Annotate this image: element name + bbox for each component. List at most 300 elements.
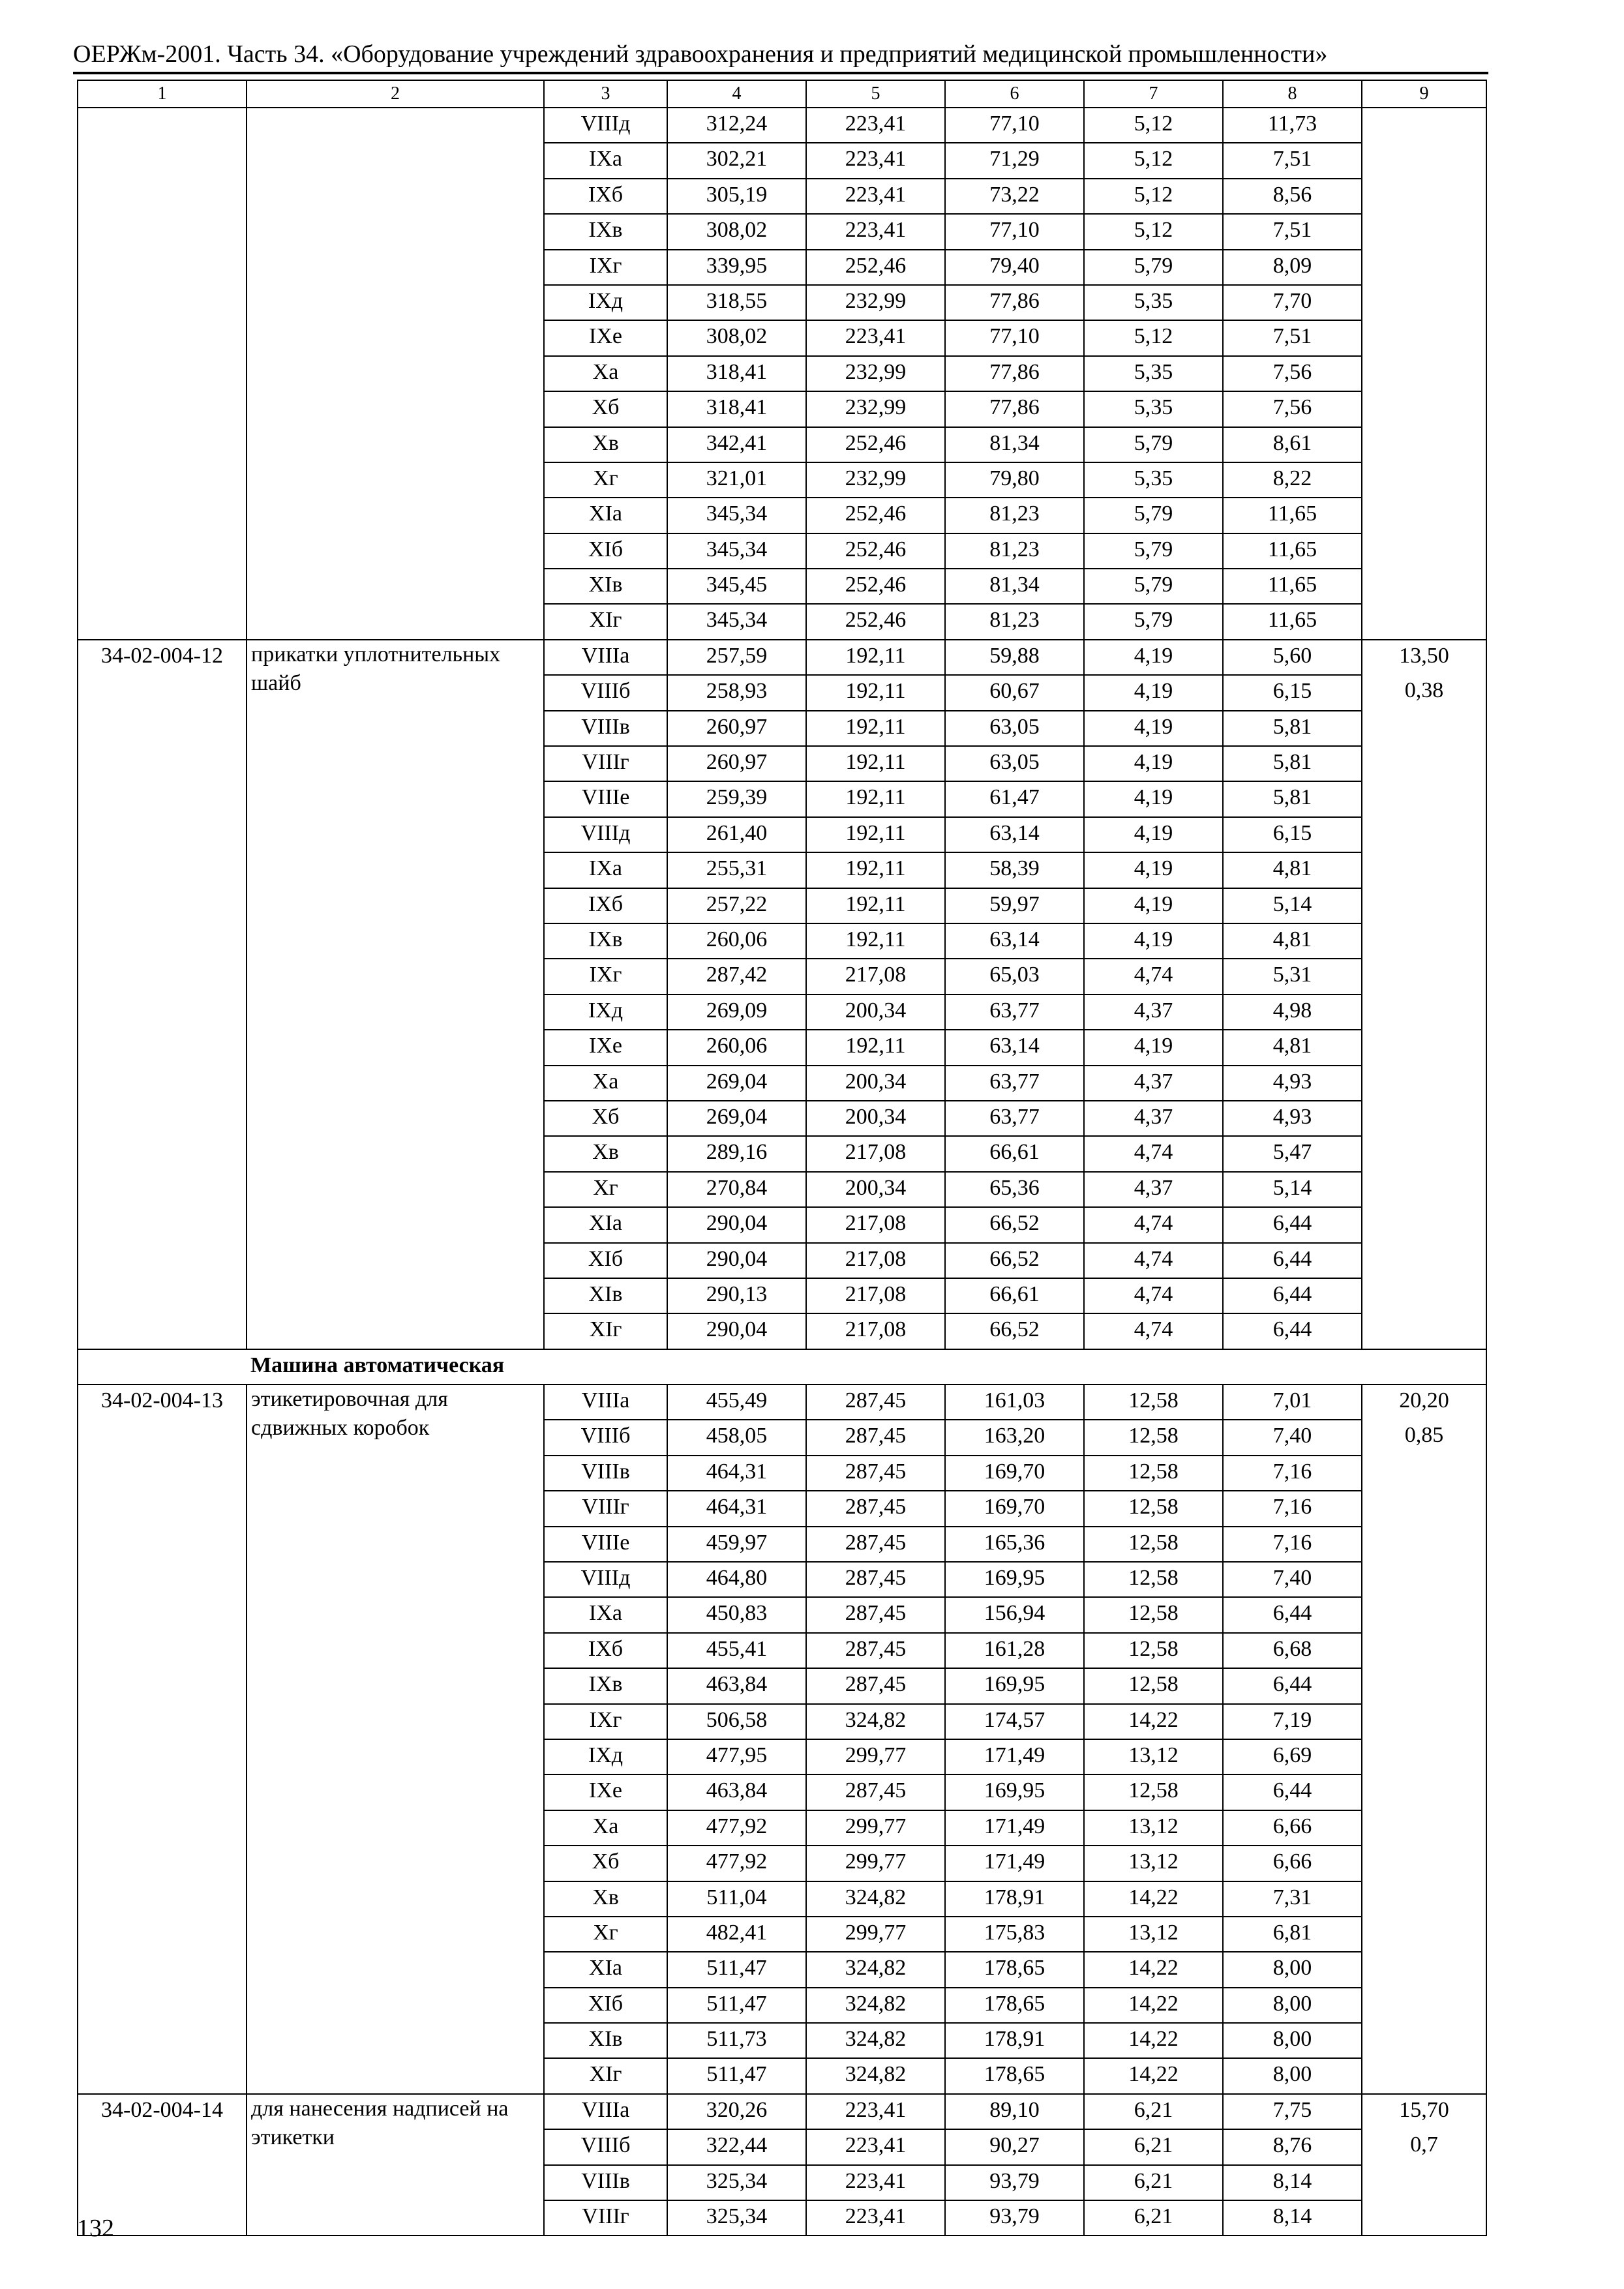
value-cell: 192,11 [806,888,945,923]
value-cell: 299,77 [806,1739,945,1774]
value-cell: 458,05 [667,1420,806,1455]
value-cell: 12,58 [1084,1633,1223,1668]
column-number: 1 [78,80,247,108]
value-cell: 345,34 [667,498,806,533]
value-cell: 169,70 [945,1456,1084,1491]
column-number: 5 [806,80,945,108]
value-cell: 4,93 [1223,1066,1362,1101]
value-cell: 178,65 [945,1988,1084,2023]
value-cell: 14,22 [1084,1881,1223,1917]
zone-cell: XIв [544,569,667,604]
value-cell: 13,12 [1084,1810,1223,1846]
value-cell: 8,56 [1223,179,1362,214]
value-cell: 345,45 [667,569,806,604]
value-cell: 324,82 [806,1704,945,1739]
value-cell: 287,45 [806,1668,945,1703]
value-cell: 8,00 [1223,1952,1362,1987]
zone-cell: IXг [544,959,667,994]
column-number: 9 [1362,80,1486,108]
zone-cell: IXе [544,1774,667,1810]
zone-cell: XIб [544,533,667,569]
value-cell: 287,42 [667,959,806,994]
value-cell: 192,11 [806,640,945,675]
extra-cell [1362,569,1486,604]
extra-cell [1362,214,1486,249]
zone-cell: VIIIе [544,781,667,816]
value-cell: 6,21 [1084,2165,1223,2200]
value-cell: 5,12 [1084,214,1223,249]
value-cell: 169,95 [945,1774,1084,1810]
extra-cell [1362,1172,1486,1207]
value-cell: 14,22 [1084,2058,1223,2093]
value-cell: 269,04 [667,1101,806,1136]
value-cell: 223,41 [806,2094,945,2129]
value-cell: 257,59 [667,640,806,675]
value-cell: 12,58 [1084,1456,1223,1491]
value-cell: 287,45 [806,1597,945,1632]
extra-cell [1362,1952,1486,1987]
extra-cell: 0,85 [1362,1420,1486,1455]
extra-cell [1362,1101,1486,1136]
value-cell: 255,31 [667,852,806,888]
value-cell: 171,49 [945,1739,1084,1774]
extra-cell [1362,1597,1486,1632]
value-cell: 93,79 [945,2200,1084,2236]
value-cell: 7,75 [1223,2094,1362,2129]
zone-cell: IXв [544,923,667,959]
zone-cell: IXд [544,995,667,1030]
value-cell: 4,19 [1084,817,1223,852]
value-cell: 260,97 [667,711,806,746]
extra-cell [1362,1988,1486,2023]
extra-cell [1362,1739,1486,1774]
extra-cell [1362,2023,1486,2058]
value-cell: 232,99 [806,462,945,498]
value-cell: 5,35 [1084,391,1223,426]
value-cell: 459,97 [667,1527,806,1562]
value-cell: 321,01 [667,462,806,498]
value-cell: 14,22 [1084,1704,1223,1739]
extra-cell [1362,604,1486,639]
extra-cell [1362,285,1486,320]
page-number: 132 [77,2215,114,2242]
value-cell: 6,15 [1223,817,1362,852]
value-cell: 345,34 [667,533,806,569]
value-cell: 192,11 [806,923,945,959]
value-cell: 5,12 [1084,143,1223,178]
zone-cell: XIв [544,2023,667,2058]
value-cell: 63,77 [945,995,1084,1030]
value-cell: 259,39 [667,781,806,816]
zone-cell: VIIIб [544,675,667,710]
value-cell: 5,79 [1084,250,1223,285]
value-cell: 5,79 [1084,427,1223,462]
value-cell: 6,66 [1223,1846,1362,1881]
extra-cell [1362,2200,1486,2236]
value-cell: 63,14 [945,817,1084,852]
value-cell: 477,92 [667,1810,806,1846]
value-cell: 260,06 [667,923,806,959]
zone-cell: IXб [544,888,667,923]
value-cell: 308,02 [667,214,806,249]
zone-cell: VIIIд [544,108,667,143]
value-cell: 171,49 [945,1846,1084,1881]
value-cell: 200,34 [806,1172,945,1207]
value-cell: 4,37 [1084,1172,1223,1207]
extra-cell [1362,888,1486,923]
value-cell: 287,45 [806,1420,945,1455]
extra-cell [1362,1066,1486,1101]
value-cell: 4,19 [1084,640,1223,675]
value-cell: 287,45 [806,1491,945,1526]
value-cell: 217,08 [806,1243,945,1278]
value-cell: 5,31 [1223,959,1362,994]
value-cell: 463,84 [667,1668,806,1703]
zone-cell: VIIIе [544,1527,667,1562]
extra-cell [1362,427,1486,462]
value-cell: 90,27 [945,2129,1084,2164]
column-number-row [78,80,1486,108]
table-row [78,2094,1486,2129]
value-cell: 7,56 [1223,391,1362,426]
value-cell: 232,99 [806,285,945,320]
zone-cell: VIIIд [544,817,667,852]
value-cell: 4,19 [1084,1030,1223,1065]
value-cell: 252,46 [806,498,945,533]
value-cell: 217,08 [806,1136,945,1171]
value-cell: 302,21 [667,143,806,178]
table-row [78,1384,1486,1420]
value-cell: 455,49 [667,1384,806,1420]
rate-code: 34-02-004-12 [78,640,247,1349]
extra-cell: 13,50 [1362,640,1486,675]
value-cell: 156,94 [945,1597,1084,1632]
zone-cell: IXе [544,320,667,355]
value-cell: 482,41 [667,1917,806,1952]
value-cell: 8,00 [1223,2023,1362,2058]
value-cell: 325,34 [667,2200,806,2236]
value-cell: 5,12 [1084,179,1223,214]
value-cell: 60,67 [945,675,1084,710]
zone-cell: Xб [544,391,667,426]
page-header: ОЕРЖм-2001. Часть 34. «Оборудование учреждений здравоохранения и предприятий медицинской промышленности» [73,39,1488,74]
value-cell: 7,19 [1223,1704,1362,1739]
value-cell: 287,45 [806,1384,945,1420]
value-cell: 66,61 [945,1136,1084,1171]
value-cell: 13,12 [1084,1739,1223,1774]
value-cell: 5,79 [1084,533,1223,569]
value-cell: 477,92 [667,1846,806,1881]
zone-cell: VIIIб [544,1420,667,1455]
value-cell: 324,82 [806,2058,945,2093]
zone-cell: XIг [544,2058,667,2093]
value-cell: 65,36 [945,1172,1084,1207]
value-cell: 4,37 [1084,995,1223,1030]
value-cell: 77,86 [945,285,1084,320]
zone-cell: Xг [544,1172,667,1207]
value-cell: 7,40 [1223,1562,1362,1597]
value-cell: 252,46 [806,427,945,462]
zone-cell: Xг [544,462,667,498]
value-cell: 4,81 [1223,923,1362,959]
value-cell: 6,44 [1223,1243,1362,1278]
value-cell: 4,74 [1084,959,1223,994]
zone-cell: IXа [544,143,667,178]
value-cell: 287,45 [806,1633,945,1668]
value-cell: 178,91 [945,2023,1084,2058]
value-cell: 7,51 [1223,143,1362,178]
value-cell: 8,14 [1223,2165,1362,2200]
value-cell: 5,81 [1223,746,1362,781]
section-code-cell [78,1349,247,1384]
value-cell: 5,79 [1084,569,1223,604]
value-cell: 7,31 [1223,1881,1362,1917]
value-cell: 324,82 [806,1952,945,1987]
value-cell: 58,39 [945,852,1084,888]
value-cell: 511,47 [667,1988,806,2023]
value-cell: 79,40 [945,250,1084,285]
value-cell: 8,22 [1223,462,1362,498]
zone-cell: Xв [544,1136,667,1171]
value-cell: 169,70 [945,1491,1084,1526]
extra-cell [1362,959,1486,994]
extra-cell [1362,356,1486,391]
value-cell: 77,10 [945,108,1084,143]
extra-cell [1362,1810,1486,1846]
value-cell: 8,61 [1223,427,1362,462]
value-cell: 4,19 [1084,852,1223,888]
value-cell: 7,40 [1223,1420,1362,1455]
value-cell: 5,35 [1084,356,1223,391]
value-cell: 4,74 [1084,1136,1223,1171]
extra-cell [1362,711,1486,746]
value-cell: 287,45 [806,1562,945,1597]
value-cell: 223,41 [806,108,945,143]
value-cell: 324,82 [806,1881,945,1917]
extra-cell [1362,995,1486,1030]
value-cell: 8,00 [1223,1988,1362,2023]
value-cell: 7,16 [1223,1491,1362,1526]
value-cell: 339,95 [667,250,806,285]
value-cell: 175,83 [945,1917,1084,1952]
value-cell: 192,11 [806,746,945,781]
column-number: 8 [1223,80,1362,108]
value-cell: 223,41 [806,320,945,355]
value-cell: 6,21 [1084,2094,1223,2129]
value-cell: 324,82 [806,1988,945,2023]
value-cell: 299,77 [806,1810,945,1846]
value-cell: 169,95 [945,1562,1084,1597]
value-cell: 12,58 [1084,1384,1223,1420]
extra-cell [1362,781,1486,816]
value-cell: 59,97 [945,888,1084,923]
extra-cell [1362,746,1486,781]
extra-cell [1362,1136,1486,1171]
value-cell: 450,83 [667,1597,806,1632]
value-cell: 200,34 [806,1101,945,1136]
value-cell: 5,81 [1223,711,1362,746]
value-cell: 464,31 [667,1456,806,1491]
value-cell: 4,74 [1084,1278,1223,1313]
value-cell: 5,14 [1223,1172,1362,1207]
value-cell: 320,26 [667,2094,806,2129]
value-cell: 4,74 [1084,1207,1223,1242]
extra-cell: 15,70 [1362,2094,1486,2129]
value-cell: 63,77 [945,1101,1084,1136]
value-cell: 464,80 [667,1562,806,1597]
section-row [78,1349,1486,1384]
value-cell: 178,65 [945,2058,1084,2093]
equipment-name: этикетировочная для сдвижных коробок [247,1384,544,2094]
value-cell: 232,99 [806,356,945,391]
value-cell: 270,84 [667,1172,806,1207]
value-cell: 6,44 [1223,1313,1362,1349]
value-cell: 5,12 [1084,108,1223,143]
value-cell: 77,10 [945,320,1084,355]
extra-cell [1362,817,1486,852]
value-cell: 5,12 [1084,320,1223,355]
value-cell: 71,29 [945,143,1084,178]
table-row [78,640,1486,675]
value-cell: 4,37 [1084,1101,1223,1136]
column-number: 4 [667,80,806,108]
extra-cell [1362,1917,1486,1952]
rates-table [77,80,1487,2236]
zone-cell: XIа [544,498,667,533]
value-cell: 12,58 [1084,1562,1223,1597]
extra-cell [1362,462,1486,498]
value-cell: 252,46 [806,533,945,569]
zone-cell: IXв [544,214,667,249]
value-cell: 174,57 [945,1704,1084,1739]
extra-cell [1362,1456,1486,1491]
extra-cell [1362,1527,1486,1562]
value-cell: 7,70 [1223,285,1362,320]
value-cell: 81,34 [945,427,1084,462]
value-cell: 192,11 [806,711,945,746]
value-cell: 223,41 [806,2200,945,2236]
value-cell: 511,47 [667,2058,806,2093]
value-cell: 192,11 [806,852,945,888]
value-cell: 13,12 [1084,1846,1223,1881]
value-cell: 6,44 [1223,1668,1362,1703]
zone-cell: IXе [544,1030,667,1065]
zone-cell: VIIIг [544,2200,667,2236]
value-cell: 252,46 [806,569,945,604]
value-cell: 269,04 [667,1066,806,1101]
value-cell: 12,58 [1084,1491,1223,1526]
extra-cell [1362,498,1486,533]
value-cell: 342,41 [667,427,806,462]
value-cell: 178,91 [945,1881,1084,1917]
extra-cell: 0,38 [1362,675,1486,710]
zone-cell: XIа [544,1952,667,1987]
value-cell: 6,81 [1223,1917,1362,1952]
zone-cell: Xб [544,1101,667,1136]
value-cell: 5,79 [1084,604,1223,639]
value-cell: 65,03 [945,959,1084,994]
value-cell: 89,10 [945,2094,1084,2129]
extra-cell [1362,250,1486,285]
value-cell: 506,58 [667,1704,806,1739]
table-row [78,108,1486,143]
value-cell: 4,98 [1223,995,1362,1030]
value-cell: 161,03 [945,1384,1084,1420]
extra-cell [1362,1030,1486,1065]
value-cell: 14,22 [1084,2023,1223,2058]
value-cell: 12,58 [1084,1597,1223,1632]
extra-cell: 0,7 [1362,2129,1486,2164]
value-cell: 260,06 [667,1030,806,1065]
value-cell: 63,77 [945,1066,1084,1101]
zone-cell: VIIIа [544,640,667,675]
zone-cell: IXа [544,1597,667,1632]
value-cell: 66,52 [945,1313,1084,1349]
value-cell: 4,74 [1084,1313,1223,1349]
zone-cell: XIг [544,604,667,639]
column-number: 7 [1084,80,1223,108]
value-cell: 463,84 [667,1774,806,1810]
column-number: 6 [945,80,1084,108]
zone-cell: IXа [544,852,667,888]
value-cell: 12,58 [1084,1774,1223,1810]
value-cell: 261,40 [667,817,806,852]
value-cell: 8,09 [1223,250,1362,285]
extra-cell [1362,1668,1486,1703]
extra-cell [1362,320,1486,355]
value-cell: 4,93 [1223,1101,1362,1136]
value-cell: 14,22 [1084,1952,1223,1987]
value-cell: 252,46 [806,250,945,285]
value-cell: 200,34 [806,1066,945,1101]
column-number: 3 [544,80,667,108]
equipment-name: для нанесения надписей на этикетки [247,2094,544,2236]
value-cell: 305,19 [667,179,806,214]
value-cell: 161,28 [945,1633,1084,1668]
value-cell: 223,41 [806,2165,945,2200]
extra-cell [1362,1562,1486,1597]
value-cell: 171,49 [945,1810,1084,1846]
value-cell: 178,65 [945,1952,1084,1987]
table-body [78,80,1486,2236]
equipment-name [247,108,544,640]
value-cell: 318,41 [667,356,806,391]
value-cell: 7,01 [1223,1384,1362,1420]
extra-cell [1362,1704,1486,1739]
zone-cell: Xа [544,1810,667,1846]
value-cell: 6,44 [1223,1774,1362,1810]
value-cell: 11,65 [1223,604,1362,639]
value-cell: 287,45 [806,1774,945,1810]
zone-cell: VIIIг [544,746,667,781]
zone-cell: Xа [544,356,667,391]
zone-cell: VIIIв [544,1456,667,1491]
value-cell: 6,68 [1223,1633,1362,1668]
value-cell: 325,34 [667,2165,806,2200]
value-cell: 81,23 [945,533,1084,569]
value-cell: 7,56 [1223,356,1362,391]
value-cell: 217,08 [806,1278,945,1313]
value-cell: 345,34 [667,604,806,639]
value-cell: 324,82 [806,2023,945,2058]
zone-cell: VIIIб [544,2129,667,2164]
zone-cell: VIIIд [544,1562,667,1597]
value-cell: 6,69 [1223,1739,1362,1774]
extra-cell [1362,391,1486,426]
value-cell: 4,37 [1084,1066,1223,1101]
value-cell: 322,44 [667,2129,806,2164]
value-cell: 4,81 [1223,1030,1362,1065]
